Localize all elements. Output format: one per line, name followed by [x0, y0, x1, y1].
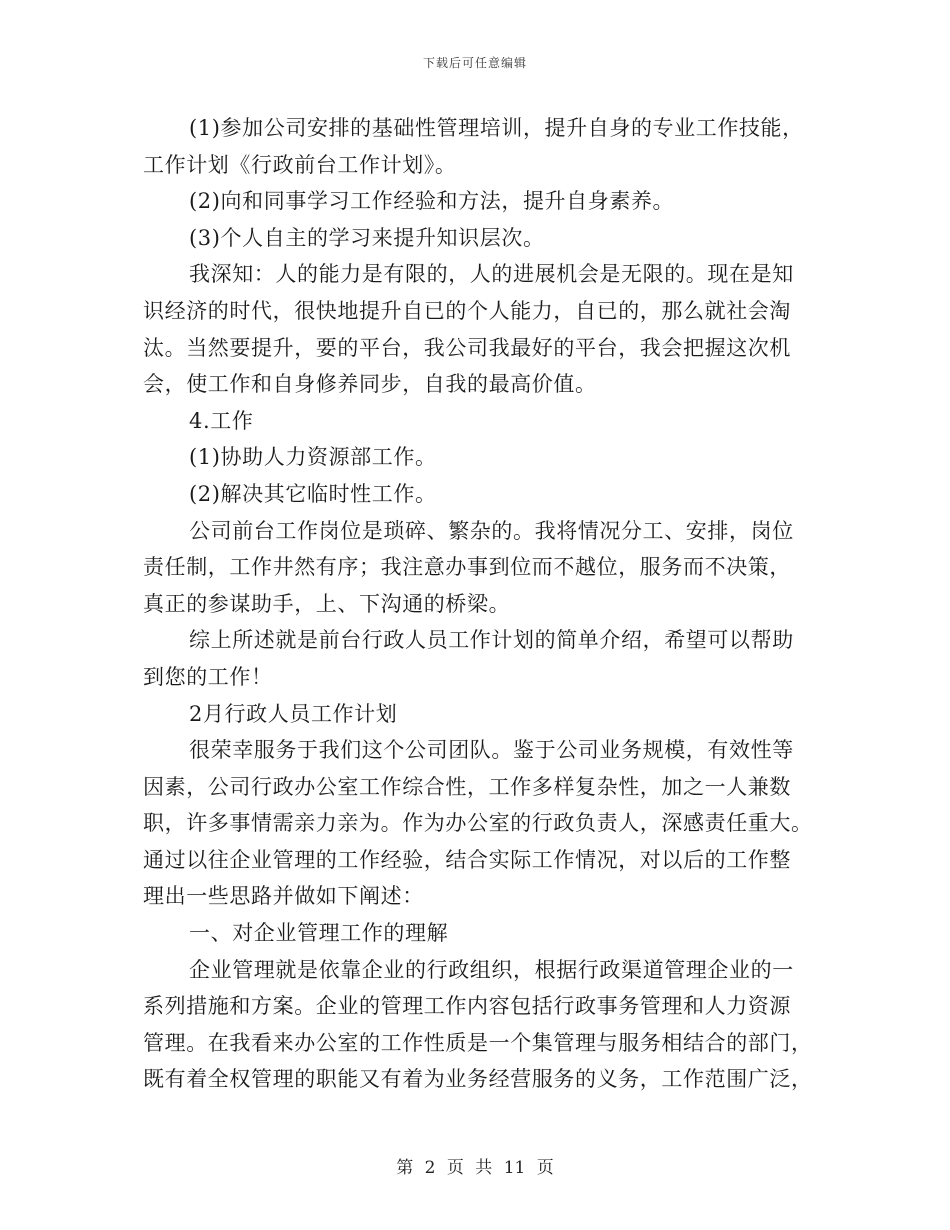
text-line: 通过以往企业管理的工作经验，结合实际工作情况，对以后的工作整 [143, 847, 791, 872]
text-line: 到您的工作！ [143, 664, 273, 689]
text-line: 管理。在我看来办公室的工作性质是一个集管理与服务相结合的部门， [143, 1030, 813, 1055]
text-line: 综上所述就是前台行政人员工作计划的简单介绍，希望可以帮助 [189, 628, 794, 653]
section-heading: 4.工作 [189, 408, 254, 433]
section-heading: 2月行政人员工作计划 [189, 701, 398, 726]
text-line: 企业管理就是依靠企业的行政组织，根据行政渠道管理企业的一 [189, 957, 794, 982]
text-line: (2)解决其它临时性工作。 [189, 481, 437, 506]
text-line: 系列措施和方案。企业的管理工作内容包括行政事务管理和人力资源 [143, 994, 791, 1019]
text-line: 公司前台工作岗位是琐碎、繁杂的。我将情况分工、安排，岗位 [189, 518, 794, 543]
text-line: 责任制，工作井然有序；我注意办事到位而不越位，服务而不决策， [143, 555, 791, 580]
text-line: (1)参加公司安排的基础性管理培训，提升自身的专业工作技能， [189, 116, 804, 140]
text-line: 职，许多事情需亲力亲为。作为办公室的行政负责人，深感责任重大。 [143, 811, 813, 836]
text-line: 我深知：人的能力是有限的，人的进展机会是无限的。现在是知 [189, 262, 794, 287]
text-line: (1)协助人力资源部工作。 [189, 445, 437, 470]
page-footer: 第 2 页 共 11 页 [396, 1158, 554, 1178]
text-line: 会，使工作和自身修养同步，自我的最高价值。 [143, 372, 597, 397]
text-line: 真正的参谋助手，上、下沟通的桥梁。 [143, 591, 511, 616]
text-line: 识经济的时代，很快地提升自已的个人能力，自已的，那么就社会淘 [143, 298, 791, 323]
document-body [143, 110, 813, 1098]
section-heading: 一、对企业管理工作的理解 [189, 921, 449, 946]
text-line: 因素，公司行政办公室工作综合性，工作多样复杂性，加之一人兼数 [143, 774, 791, 799]
page-header: 下载后可任意编辑 [422, 56, 527, 70]
text-line: 理出一些思路并做如下阐述： [143, 884, 424, 909]
text-line: 工作计划《行政前台工作计划》。 [143, 152, 457, 177]
text-line: 汰。当然要提升，要的平台，我公司我最好的平台，我会把握这次机 [143, 335, 791, 360]
text-line: (2)向和同事学习工作经验和方法，提升自身素养。 [189, 189, 675, 214]
text-line: 很荣幸服务于我们这个公司团队。鉴于公司业务规模，有效性等 [189, 738, 794, 763]
text-line: 既有着全权管理的职能又有着为业务经营服务的义务，工作范围广泛， [143, 1067, 813, 1092]
text-line: (3)个人自主的学习来提升知识层次。 [189, 225, 545, 250]
